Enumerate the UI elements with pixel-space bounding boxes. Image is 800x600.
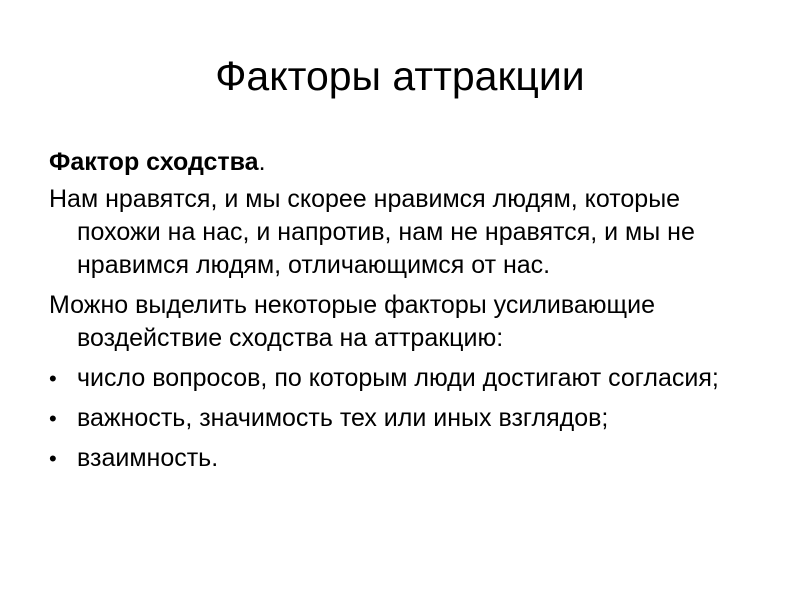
bullet-icon: • (49, 406, 57, 431)
bullet-icon: • (49, 366, 57, 391)
heading-line (49, 146, 769, 179)
bullet-text: взаимность. (77, 444, 219, 472)
list-item (49, 442, 769, 475)
paragraph-similarity: Нам нравятся, и мы скорее нравимся людям, которые похожи на нас, и напротив, нам не нравятся, и мы не нравимся людям, отличающимся от нас. (49, 185, 695, 279)
bullet-text: важность, значимость тех или иных взглядов; (77, 404, 609, 432)
bullet-list (49, 362, 769, 475)
list-item (49, 402, 769, 435)
heading-suffix: . (258, 148, 266, 176)
bullet-text: число вопросов, по которым люди достигают согласия; (77, 364, 719, 392)
slide-title: Факторы аттракции (215, 53, 585, 99)
slide-body (49, 146, 769, 482)
list-item (49, 362, 769, 395)
paragraph-factors: Можно выделить некоторые факторы усиливающие воздействие сходства на аттракцию: (49, 291, 655, 352)
heading-bold-text: Фактор сходства (49, 148, 259, 176)
bullet-icon: • (49, 446, 57, 471)
